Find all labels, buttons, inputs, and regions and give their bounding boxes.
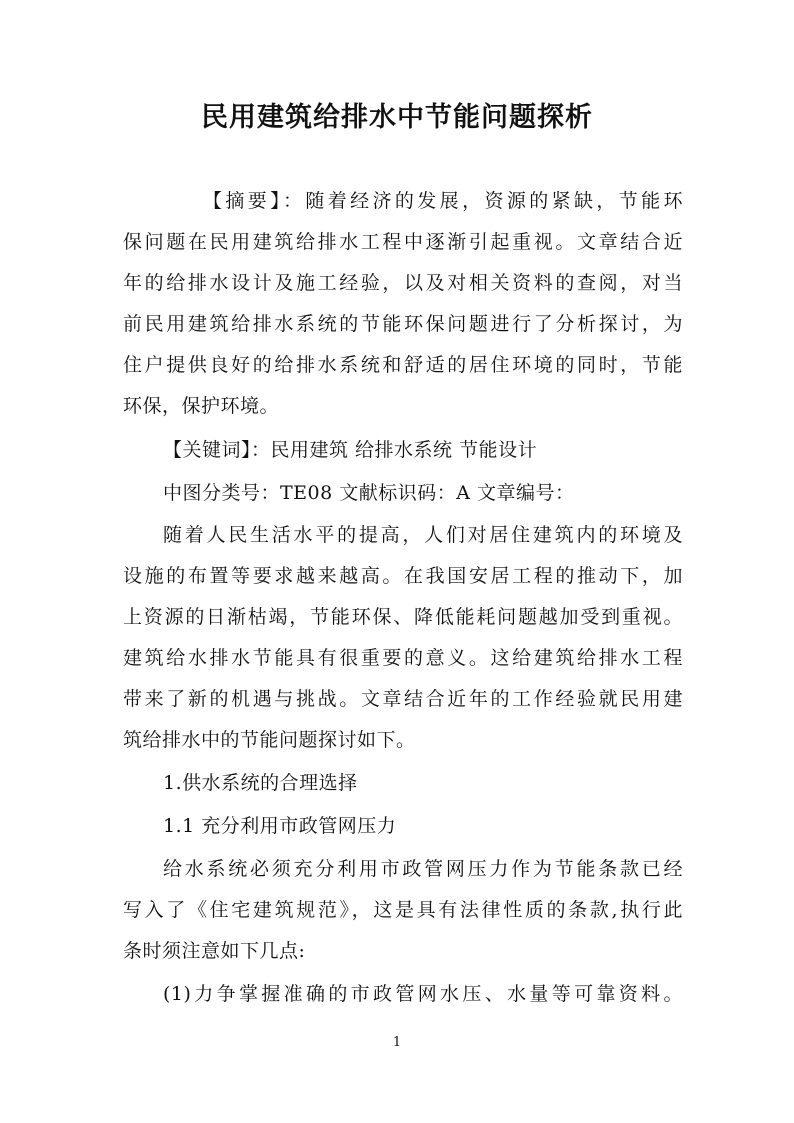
section-heading-1: 1.供水系统的合理选择 — [163, 772, 358, 794]
paragraph-line: 带来了新的机遇与挑战。文章结合近年的工作经验就民用建 — [123, 688, 683, 710]
paragraph-line: 写入了《住宅建筑规范》，这是具有法律性质的条款,执行此 — [123, 899, 683, 921]
paragraph-line: 设施的布置等要求越来越高。在我国安居工程的推动下，加 — [123, 565, 683, 587]
abstract-line: 保问题在民用建筑给排水工程中逐渐引起重视。文章结合近 — [123, 231, 683, 253]
abstract-line: 【摘要】：随着经济的发展，资源的紧缺，节能环 — [203, 190, 683, 212]
abstract-line: 住户提供良好的给排水系统和舒适的居住环境的同时，节能 — [123, 354, 683, 376]
abstract-line: 环保，保护环境。 — [123, 395, 280, 417]
section-heading-1-1: 1.1 充分利用市政管网压力 — [163, 815, 397, 837]
paragraph-line: 随着人民生活水平的提高，人们对居住建筑内的环境及 — [163, 524, 683, 546]
classification: 中图分类号：TE08 文献标识码：A 文章编号： — [163, 482, 575, 504]
paragraph-line: 条时须注意如下几点: — [123, 940, 306, 962]
keywords: 【关键词】：民用建筑 给排水系统 节能设计 — [163, 439, 538, 461]
page-number: 1 — [392, 1035, 402, 1050]
paragraph-line: 筑给排水中的节能问题探讨如下。 — [123, 729, 416, 751]
abstract-line: 前民用建筑给排水系统的节能环保问题进行了分析探讨，为 — [123, 313, 683, 335]
point-1: (1)力争掌握准确的市政管网水压、水量等可靠资料。 — [163, 983, 683, 1005]
paragraph-line: 给水系统必须充分利用市政管网压力作为节能条款已经 — [163, 858, 683, 880]
abstract-line: 年的给排水设计及施工经验，以及对相关资料的查阅，对当 — [123, 272, 683, 294]
paragraph-line: 建筑给水排水节能具有很重要的意义。这给建筑给排水工程 — [123, 647, 683, 669]
document-title: 民用建筑给排水中节能问题探析 — [201, 102, 593, 133]
paragraph-line: 上资源的日渐枯竭，节能环保、降低能耗问题越加受到重视。 — [123, 606, 683, 628]
